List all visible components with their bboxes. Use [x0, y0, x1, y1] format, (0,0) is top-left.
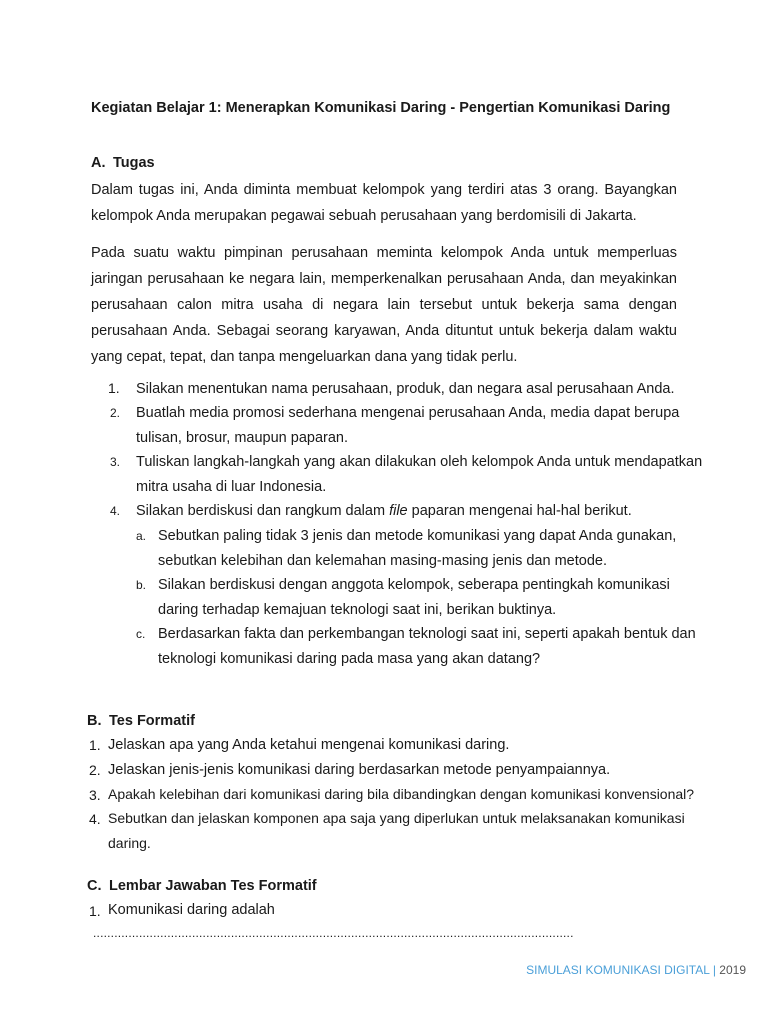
section-a-letter: A. [91, 155, 106, 171]
sublist-letter: c. [136, 627, 146, 641]
sublist-item-line: teknologi komunikasi daring pada masa yang akan datang? [158, 650, 541, 667]
list-number: 3. [89, 787, 101, 803]
list-item-italic: file [389, 503, 408, 519]
sublist-item-line: Sebutkan paling tidak 3 jenis dan metode komunikasi yang dapat Anda gunakan, [158, 528, 677, 544]
section-c-title: Lembar Jawaban Tes Formatif [109, 878, 317, 894]
list-number: 2. [89, 762, 101, 778]
list-item [108, 806, 685, 855]
footer-year: 2019 [719, 963, 746, 977]
page-title: Kegiatan Belajar 1: Menerapkan Komunikasi Daring - Pengertian Komunikasi Daring [91, 100, 671, 116]
section-a-paragraph-2: Pada suatu waktu pimpinan perusahaan meminta kelompok Anda untuk memperluas jaringan perusahaan ke negara lain, memperkenalkan perusahaan Anda, dan meyakinkan perusahaan calon mitra usaha di negara lain tersebut untuk bekerja sama dengan perusahaan Anda. Sebagai seorang karyawan, Anda dituntut untuk bekerja dalam waktu yang cepat, tepat, dan tanpa mengeluarkan dana yang tidak perlu. [91, 245, 677, 365]
list-item [136, 450, 702, 499]
list-item: Komunikasi daring adalah [108, 902, 275, 918]
list-item-line: daring. [108, 834, 151, 851]
list-item-text: Silakan berdiskusi dan rangkum dalam [136, 503, 390, 519]
sublist-item [158, 573, 670, 622]
list-number: 3. [110, 455, 121, 469]
section-a-title: Tugas [113, 155, 155, 171]
list-number: 2. [110, 406, 121, 420]
section-c-letter: C. [87, 878, 102, 894]
list-number: 1. [89, 737, 101, 753]
sublist-item-line: Silakan berdiskusi dengan anggota kelompok, seberapa pentingkah komunikasi [158, 577, 670, 593]
sublist-item-line: daring terhadap kemajuan teknologi saat ini, berikan buktinya. [158, 601, 557, 618]
list-item-line: Sebutkan dan jelaskan komponen apa saja yang diperlukan untuk melaksanakan komunikasi [108, 810, 685, 826]
section-b-title: Tes Formatif [109, 713, 195, 729]
sublist-item [158, 622, 696, 671]
answer-blank-line: ........................................................................................................................................ [93, 926, 574, 940]
list-item: Jelaskan apa yang Anda ketahui mengenai komunikasi daring. [108, 737, 510, 753]
list-item-text: paparan mengenai hal-hal berikut. [407, 503, 632, 519]
section-b-letter: B. [87, 713, 102, 729]
section-c-heading [87, 878, 317, 894]
list-item [136, 401, 679, 450]
sublist-item-line: sebutkan kelebihan dan kelemahan masing-masing jenis dan metode. [158, 552, 607, 569]
list-item-line: Tuliskan langkah-langkah yang akan dilakukan oleh kelompok Anda untuk mendapatkan [136, 454, 703, 470]
list-number: 1. [89, 903, 101, 919]
page-footer [526, 963, 746, 977]
section-a-heading [91, 155, 155, 171]
list-number: 4. [89, 811, 101, 827]
section-a-paragraph-1: Dalam tugas ini, Anda diminta membuat kelompok yang terdiri atas 3 orang. Bayangkan kelompok Anda merupakan pegawai sebuah perusahaan yang berdomisili di Jakarta. [91, 182, 677, 224]
list-item: Silakan menentukan nama perusahaan, produk, dan negara asal perusahaan Anda. [136, 381, 675, 397]
sublist-letter: a. [136, 529, 147, 543]
footer-brand: SIMULASI KOMUNIKASI DIGITAL [526, 963, 710, 977]
list-item: Jelaskan jenis-jenis komunikasi daring berdasarkan metode penyampaiannya. [108, 762, 611, 778]
footer-separator: | [712, 963, 716, 977]
list-number: 4. [110, 504, 121, 518]
list-item-line: mitra usaha di luar Indonesia. [136, 478, 327, 495]
list-item: Apakah kelebihan dari komunikasi daring bila dibandingkan dengan komunikasi konvensional? [108, 786, 695, 802]
list-item-line: tulisan, brosur, maupun paparan. [136, 429, 348, 446]
sublist-letter: b. [136, 578, 147, 592]
section-b-heading [87, 713, 195, 729]
list-item-line: Buatlah media promosi sederhana mengenai perusahaan Anda, media dapat berupa [136, 405, 680, 421]
list-item [136, 499, 632, 524]
sublist-item-line: Berdasarkan fakta dan perkembangan teknologi saat ini, seperti apakah bentuk dan [158, 626, 696, 642]
sublist-item [158, 524, 676, 573]
list-number: 1. [108, 380, 120, 396]
